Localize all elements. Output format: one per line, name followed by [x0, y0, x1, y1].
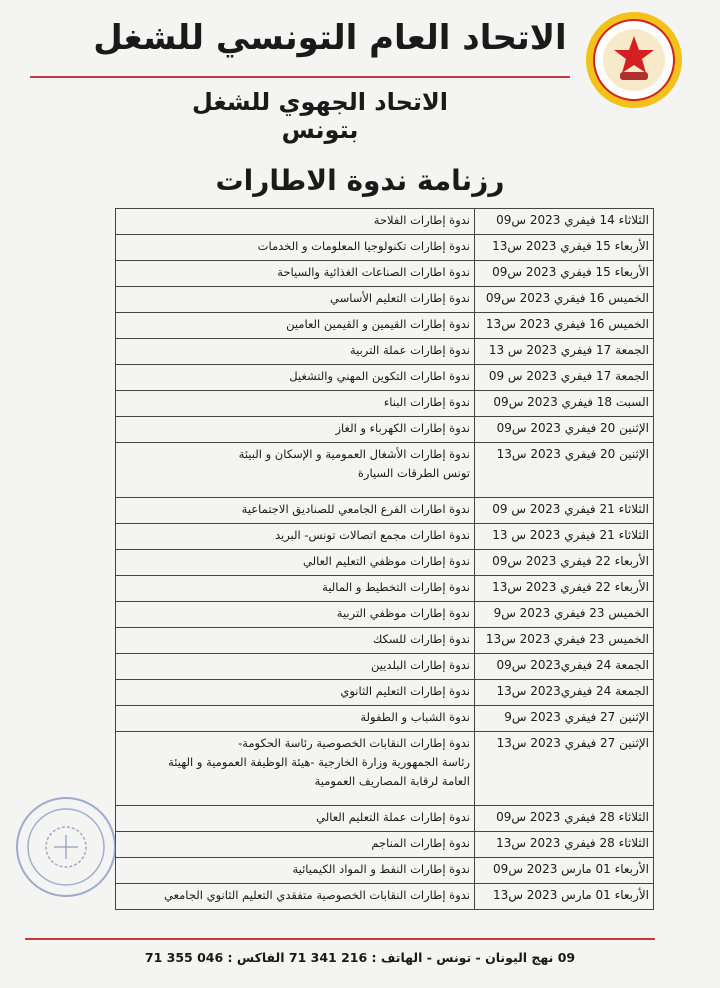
- footer-divider: [25, 938, 655, 940]
- session-title-line: ندوة إطارات الأشغال العمومية و الإسكان و البيئة: [238, 447, 470, 461]
- schedule-row: [116, 576, 654, 602]
- session-datetime: الثلاثاء 28 فيفري 2023 س13: [475, 832, 654, 858]
- schedule-row: [116, 235, 654, 261]
- schedule-row: [116, 858, 654, 884]
- schedule-row: [116, 654, 654, 680]
- session-title-line: ندوة إطارات النقابات الخصوصية متفقدي التعليم الثانوي الجامعي: [164, 888, 470, 902]
- session-datetime: الخميس 23 فيفري 2023 س9: [475, 602, 654, 628]
- official-stamp: [14, 795, 118, 899]
- session-title-line: رئاسة الجمهورية وزارة الخارجية -هيئة الوظيفة العمومية و الهيئة: [168, 755, 470, 769]
- schedule-row: [116, 365, 654, 391]
- session-title: [116, 524, 475, 550]
- session-datetime: الجمعة 24 فيفري2023 س09: [475, 654, 654, 680]
- schedule-row: [116, 884, 654, 910]
- schedule-row: [116, 832, 654, 858]
- session-title-line: ندوة إطارات النقابات الخصوصية رئاسة الحكومة-: [238, 736, 470, 750]
- schedule-row: [116, 550, 654, 576]
- session-datetime: الجمعة 17 فيفري 2023 س 13: [475, 339, 654, 365]
- session-datetime: الأربعاء 22 فيفري 2023 س09: [475, 550, 654, 576]
- schedule-row: [116, 524, 654, 550]
- session-title-line: ندوة إطارات التعليم الثانوي: [340, 684, 470, 698]
- session-title: [116, 884, 475, 910]
- session-title: [116, 654, 475, 680]
- session-title: [116, 732, 475, 806]
- session-datetime: الثلاثاء 21 فيفري 2023 س 13: [475, 524, 654, 550]
- schedule-row: [116, 602, 654, 628]
- session-title: [116, 261, 475, 287]
- session-datetime: الأربعاء 01 مارس 2023 س09: [475, 858, 654, 884]
- schedule-row: [116, 706, 654, 732]
- session-title-line: ندوة إطارات تكنولوجيا المعلومات و الخدمات: [257, 239, 470, 253]
- session-title-line: ندوة إطارات القيمين و القيمين العامين: [286, 317, 470, 331]
- session-title: [116, 806, 475, 832]
- session-title-line: ندوة إطارات الكهرباء و الغاز: [335, 421, 470, 435]
- schedule-row: [116, 339, 654, 365]
- header-divider: [30, 76, 570, 78]
- session-title: [116, 628, 475, 654]
- schedule-row: [116, 417, 654, 443]
- session-datetime: الأربعاء 15 فيفري 2023 س13: [475, 235, 654, 261]
- session-title: [116, 417, 475, 443]
- session-datetime: الأربعاء 15 فيفري 2023 س09: [475, 261, 654, 287]
- session-title-line: ندوة اطارات التكوين المهني والتشغيل: [289, 369, 470, 383]
- session-title: [116, 858, 475, 884]
- session-datetime: الخميس 16 فيفري 2023 س13: [475, 313, 654, 339]
- session-title: [116, 602, 475, 628]
- session-title-line: ندوة إطارات عملة التعليم العالي: [316, 810, 470, 824]
- session-title-line: ندوة إطارات عملة التربية: [349, 343, 470, 357]
- session-title: [116, 313, 475, 339]
- session-title: [116, 680, 475, 706]
- session-datetime: الإثنين 20 فيفري 2023 س13: [475, 443, 654, 498]
- session-title: [116, 550, 475, 576]
- schedule-row: [116, 628, 654, 654]
- schedule-row: [116, 287, 654, 313]
- session-title-line: ندوة إطارات البلديين: [371, 658, 470, 672]
- session-datetime: الثلاثاء 21 فيفري 2023 س 09: [475, 498, 654, 524]
- schedule-row: [116, 806, 654, 832]
- session-datetime: الثلاثاء 14 فيفري 2023 س09: [475, 209, 654, 235]
- schedule-row: [116, 391, 654, 417]
- session-title-line: ندوة إطارات موظفي التعليم العالي: [302, 554, 470, 568]
- schedule-row: [116, 498, 654, 524]
- session-title-line: ندوة إطارات المناجم: [371, 836, 470, 850]
- session-title-line: ندوة إطارات الفلاحة: [373, 213, 470, 227]
- session-title-line: ندوة إطارات موظفي التربية: [336, 606, 470, 620]
- footer-contact: 09 نهج اليونان - تونس - الهاتف : 216 341 71 الفاكس : 046 355 71: [144, 950, 576, 965]
- schedule-table: [115, 208, 654, 910]
- session-datetime: السبت 18 فيفري 2023 س09: [475, 391, 654, 417]
- schedule-row: [116, 209, 654, 235]
- session-title: [116, 365, 475, 391]
- session-datetime: الخميس 23 فيفري 2023 س13: [475, 628, 654, 654]
- session-title-line: ندوة إطارات التعليم الأساسي: [330, 291, 470, 305]
- session-datetime: الجمعة 17 فيفري 2023 س 09: [475, 365, 654, 391]
- schedule-row: [116, 680, 654, 706]
- schedule-row: [116, 313, 654, 339]
- session-datetime: الأربعاء 01 مارس 2023 س13: [475, 884, 654, 910]
- session-title: [116, 235, 475, 261]
- regional-union-name: الاتحاد الجهوي للشغل بتونس: [191, 88, 449, 144]
- document-title: رزنامة ندوة الاطارات: [215, 164, 505, 197]
- session-title-line: ندوة إطارات التخطيط و المالية: [322, 580, 470, 594]
- session-title-line: ندوة الشباب و الطفولة: [360, 710, 470, 724]
- schedule-row: [116, 443, 654, 498]
- session-title: [116, 443, 475, 498]
- schedule-row: [116, 732, 654, 806]
- session-title-line: ندوة اطارات الصناعات الغذائية والسياحة: [277, 265, 470, 279]
- session-title: [116, 287, 475, 313]
- organization-name: الاتحاد العام التونسي للشغل: [93, 18, 567, 58]
- session-title: [116, 498, 475, 524]
- session-title: [116, 339, 475, 365]
- session-title: [116, 391, 475, 417]
- session-title: [116, 576, 475, 602]
- session-title: [116, 832, 475, 858]
- session-datetime: الجمعة 24 فيفري2023 س13: [475, 680, 654, 706]
- session-title-line: ندوة إطارات للسكك: [372, 632, 470, 646]
- schedule-row: [116, 261, 654, 287]
- session-datetime: الإثنين 27 فيفري 2023 س9: [475, 706, 654, 732]
- session-datetime: الإثنين 20 فيفري 2023 س09: [475, 417, 654, 443]
- session-title: [116, 706, 475, 732]
- session-datetime: الأربعاء 22 فيفري 2023 س13: [475, 576, 654, 602]
- session-datetime: الثلاثاء 28 فيفري 2023 س09: [475, 806, 654, 832]
- session-title-line: تونس الطرقات السيارة: [357, 466, 470, 480]
- session-title-line: ندوة إطارات النفط و المواد الكيميائية: [292, 862, 470, 876]
- session-title-line: ندوة اطارات مجمع اتصالات تونس- البريد: [274, 528, 470, 542]
- session-datetime: الإثنين 27 فيفري 2023 س13: [475, 732, 654, 806]
- ugtt-logo: [584, 10, 684, 110]
- session-title-line: العامة لرقابة المصاريف العمومية: [314, 774, 470, 788]
- session-title-line: ندوة اطارات الفرع الجامعي للصناديق الاجتماعية: [241, 502, 470, 516]
- session-datetime: الخميس 16 فيفري 2023 س09: [475, 287, 654, 313]
- session-title: [116, 209, 475, 235]
- session-title-line: ندوة إطارات البناء: [383, 395, 470, 409]
